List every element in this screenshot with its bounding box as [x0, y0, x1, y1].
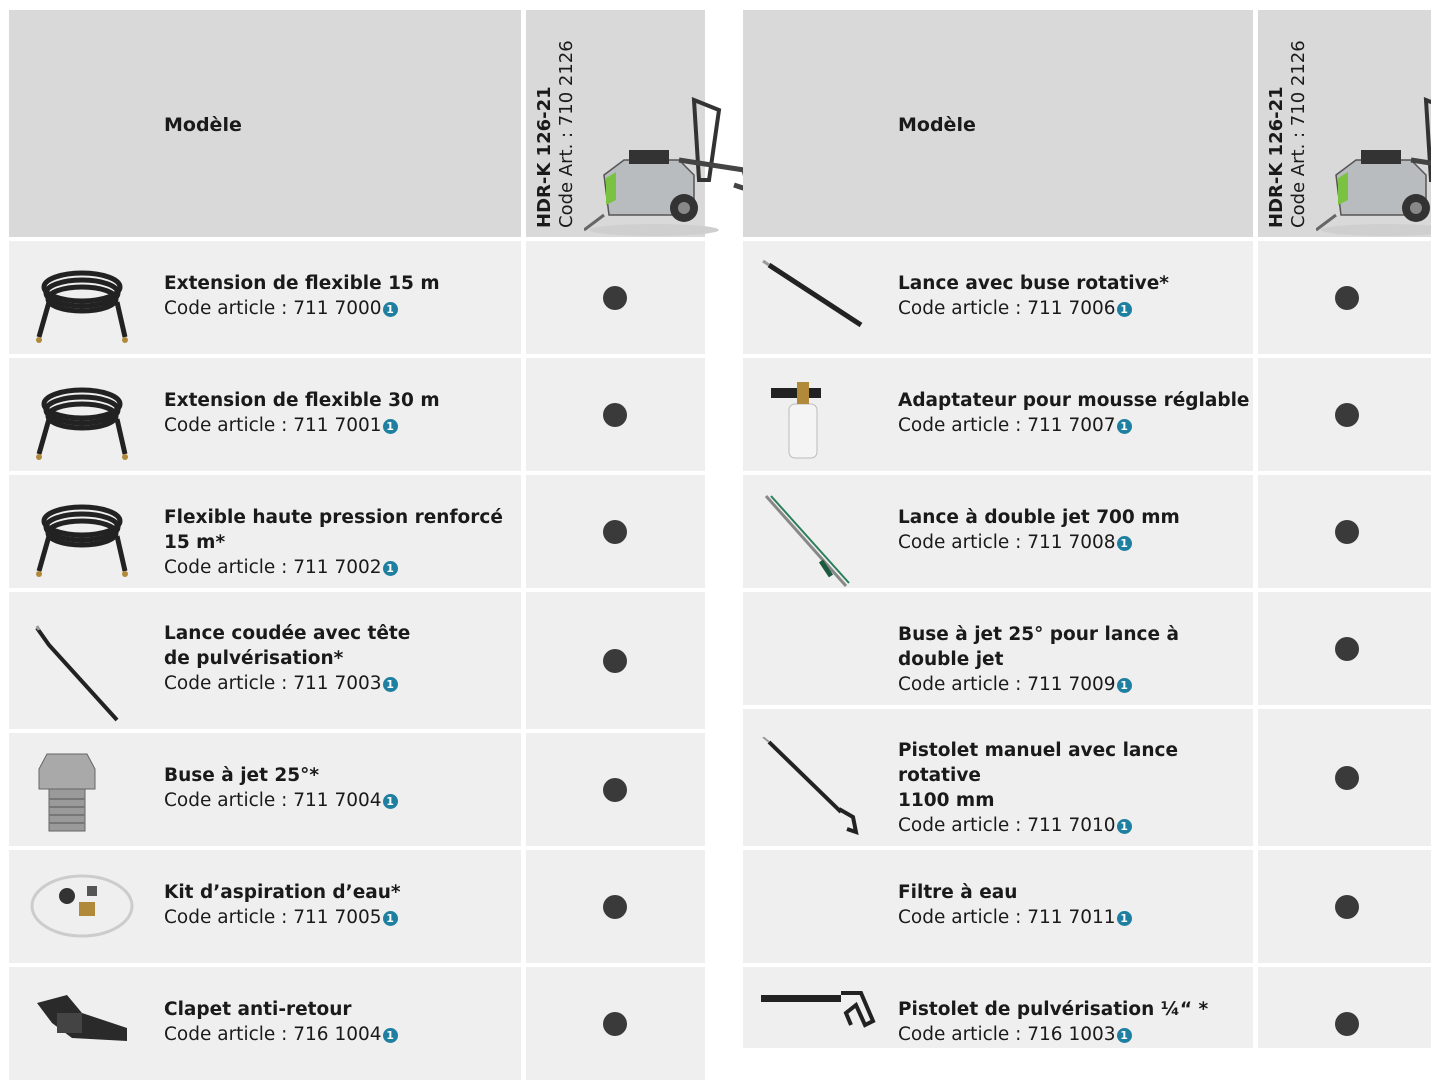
table-row: [743, 709, 1253, 846]
accessory-name: Kit d’aspiration d’eau*: [164, 881, 401, 903]
compatibility-cell: [1258, 592, 1431, 705]
compatible-dot: [1335, 286, 1359, 310]
accessory-code: [898, 1022, 1208, 1047]
info-icon[interactable]: 1: [1117, 419, 1132, 434]
accessory-code: [898, 413, 1249, 438]
table-row: [743, 475, 1253, 588]
table-row: [743, 592, 1253, 705]
compatible-dot: [1335, 520, 1359, 544]
pressure-washer-image: [1316, 90, 1431, 240]
accessory-code-text: Code article : 711 7004: [164, 789, 382, 811]
product-name: HDR-K 126-21: [534, 86, 555, 228]
row-text: [164, 621, 410, 696]
accessory-code: [164, 1022, 398, 1047]
hose-image: [27, 257, 137, 351]
compatible-dot: [1335, 637, 1359, 661]
table-row: [743, 850, 1253, 963]
compatible-dot: [603, 1012, 627, 1036]
compatible-dot: [1335, 1012, 1359, 1036]
info-icon[interactable]: 1: [383, 419, 398, 434]
info-icon[interactable]: 1: [1117, 302, 1132, 317]
compatibility-cell: [1258, 241, 1431, 354]
accessory-name: Filtre à eau: [898, 881, 1018, 903]
accessory-code-text: Code article : 716 1004: [164, 1023, 382, 1045]
product-code: Code Art. : 710 2126: [556, 40, 577, 228]
compatible-dot: [1335, 766, 1359, 790]
model-label: Modèle: [164, 114, 242, 136]
accessory-code-text: Code article : 711 7008: [898, 531, 1116, 553]
header-product-cell: [526, 10, 705, 237]
row-text: [164, 505, 521, 580]
accessory-code: [164, 296, 440, 321]
accessory-code-text: Code article : 711 7002: [164, 556, 382, 578]
compatible-dot: [603, 286, 627, 310]
row-text: [164, 763, 398, 813]
product-name: HDR-K 126-21: [1266, 86, 1287, 228]
info-icon[interactable]: 1: [1117, 1028, 1132, 1043]
right-table: [743, 10, 1431, 1048]
accessory-name: Extension de flexible 30 m: [164, 389, 440, 411]
row-text: [898, 271, 1169, 321]
compatible-dot: [1335, 403, 1359, 427]
accessory-code-text: Code article : 711 7007: [898, 414, 1116, 436]
accessory-name: Flexible haute pression renforcé 15 m*: [164, 506, 503, 553]
accessory-code: [898, 530, 1180, 555]
info-icon[interactable]: 1: [383, 1028, 398, 1043]
hose-image: [27, 491, 137, 585]
angled-lance-image: [27, 620, 137, 734]
info-icon[interactable]: 1: [383, 677, 398, 692]
accessory-code: [898, 905, 1132, 930]
accessory-name: Buse à jet 25°*: [164, 764, 320, 786]
compatibility-cell: [526, 967, 705, 1080]
compatibility-cell: [1258, 967, 1431, 1048]
compatible-dot: [1335, 895, 1359, 919]
info-icon[interactable]: 1: [1117, 911, 1132, 926]
table-row: [743, 967, 1253, 1048]
accessory-code: [164, 671, 410, 696]
gun-lance-image: [761, 737, 871, 841]
accessory-code: [898, 672, 1253, 697]
accessory-name: Clapet anti-retour: [164, 998, 352, 1020]
compatibility-cell: [526, 475, 705, 588]
header-product-cell: [1258, 10, 1431, 237]
table-row: [9, 592, 521, 729]
info-icon[interactable]: 1: [383, 911, 398, 926]
accessory-name: Adaptateur pour mousse réglable: [898, 389, 1250, 411]
table-row: [9, 967, 521, 1080]
accessory-name: Buse à jet 25° pour lance à double jet: [898, 623, 1179, 670]
header-model-cell: [743, 10, 1253, 237]
nozzle-image: [27, 749, 107, 843]
row-text: [898, 388, 1249, 438]
row-text: [164, 880, 401, 930]
product-title: [1266, 40, 1310, 228]
accessory-name: Lance à double jet 700 mm: [898, 506, 1180, 528]
pressure-washer-image: [584, 90, 754, 240]
compatibility-cell: [1258, 850, 1431, 963]
accessory-code-text: Code article : 711 7010: [898, 815, 1116, 836]
suction-kit-image: [27, 866, 137, 950]
accessory-code: [898, 296, 1169, 321]
row-text: [898, 505, 1180, 555]
check-valve-image: [27, 983, 137, 1057]
accessory-code-text: Code article : 711 7011: [898, 906, 1116, 928]
accessory-code-text: Code article : 711 7009: [898, 673, 1116, 695]
accessory-name: Lance coudée avec tête de pulvérisation*: [164, 623, 411, 669]
row-text: [898, 997, 1208, 1047]
compatibility-cell: [1258, 709, 1431, 846]
row-text: [164, 997, 398, 1047]
spray-gun-image: [761, 983, 881, 1037]
lance-image: [761, 257, 871, 341]
row-text: [898, 880, 1132, 930]
compatibility-cell: [526, 733, 705, 846]
compatibility-cell: [1258, 475, 1431, 588]
accessory-name: Lance avec buse rotative*: [898, 272, 1169, 294]
accessory-code-text: Code article : 711 7005: [164, 906, 382, 928]
compatibility-cell: [526, 241, 705, 354]
compatible-dot: [603, 649, 627, 673]
info-icon[interactable]: 1: [383, 302, 398, 317]
foam-adapter-image: [761, 374, 841, 468]
table-row: [9, 850, 521, 963]
accessory-code: [164, 905, 401, 930]
compatible-dot: [603, 520, 627, 544]
table-row: [9, 475, 521, 588]
accessory-code: [164, 788, 398, 813]
info-icon[interactable]: 1: [383, 794, 398, 809]
hose-image: [27, 374, 137, 468]
row-text: [898, 738, 1253, 838]
product-code: Code Art. : 710 2126: [1288, 40, 1309, 228]
accessory-code-text: Code article : 711 7003: [164, 673, 382, 694]
model-label: Modèle: [898, 114, 976, 136]
info-icon[interactable]: 1: [1117, 819, 1132, 834]
row-text: [898, 622, 1253, 697]
info-icon[interactable]: 1: [1117, 678, 1132, 693]
compatibility-cell: [526, 592, 705, 729]
accessory-name: Extension de flexible 15 m: [164, 272, 440, 294]
info-icon[interactable]: 1: [1117, 536, 1132, 551]
compatibility-cell: [1258, 358, 1431, 471]
row-text: [164, 388, 440, 438]
table-row: [9, 241, 521, 354]
header-model-cell: [9, 10, 521, 237]
accessory-code-text: Code article : 711 7006: [898, 297, 1116, 319]
accessory-name: Pistolet manuel avec lance rotative 1100 mm: [898, 740, 1179, 811]
accessory-code-text: Code article : 711 7001: [164, 414, 382, 436]
compatibility-cell: [526, 358, 705, 471]
accessory-code: [898, 813, 1253, 838]
accessory-code: [164, 413, 440, 438]
accessory-code: [164, 555, 521, 580]
table-row: [743, 241, 1253, 354]
accessory-name: Pistolet de pulvérisation ¼“ *: [898, 998, 1209, 1020]
row-text: [164, 271, 440, 321]
compatible-dot: [603, 778, 627, 802]
table-row: [9, 358, 521, 471]
double-lance-image: [761, 491, 861, 595]
product-title: [534, 40, 578, 228]
accessory-code-text: Code article : 711 7000: [164, 297, 382, 319]
info-icon[interactable]: 1: [383, 561, 398, 576]
table-row: [9, 733, 521, 846]
accessory-code-text: Code article : 716 1003: [898, 1023, 1116, 1045]
table-row: [743, 358, 1253, 471]
left-table: [9, 10, 705, 1048]
compatible-dot: [603, 895, 627, 919]
compatibility-cell: [526, 850, 705, 963]
compatible-dot: [603, 403, 627, 427]
